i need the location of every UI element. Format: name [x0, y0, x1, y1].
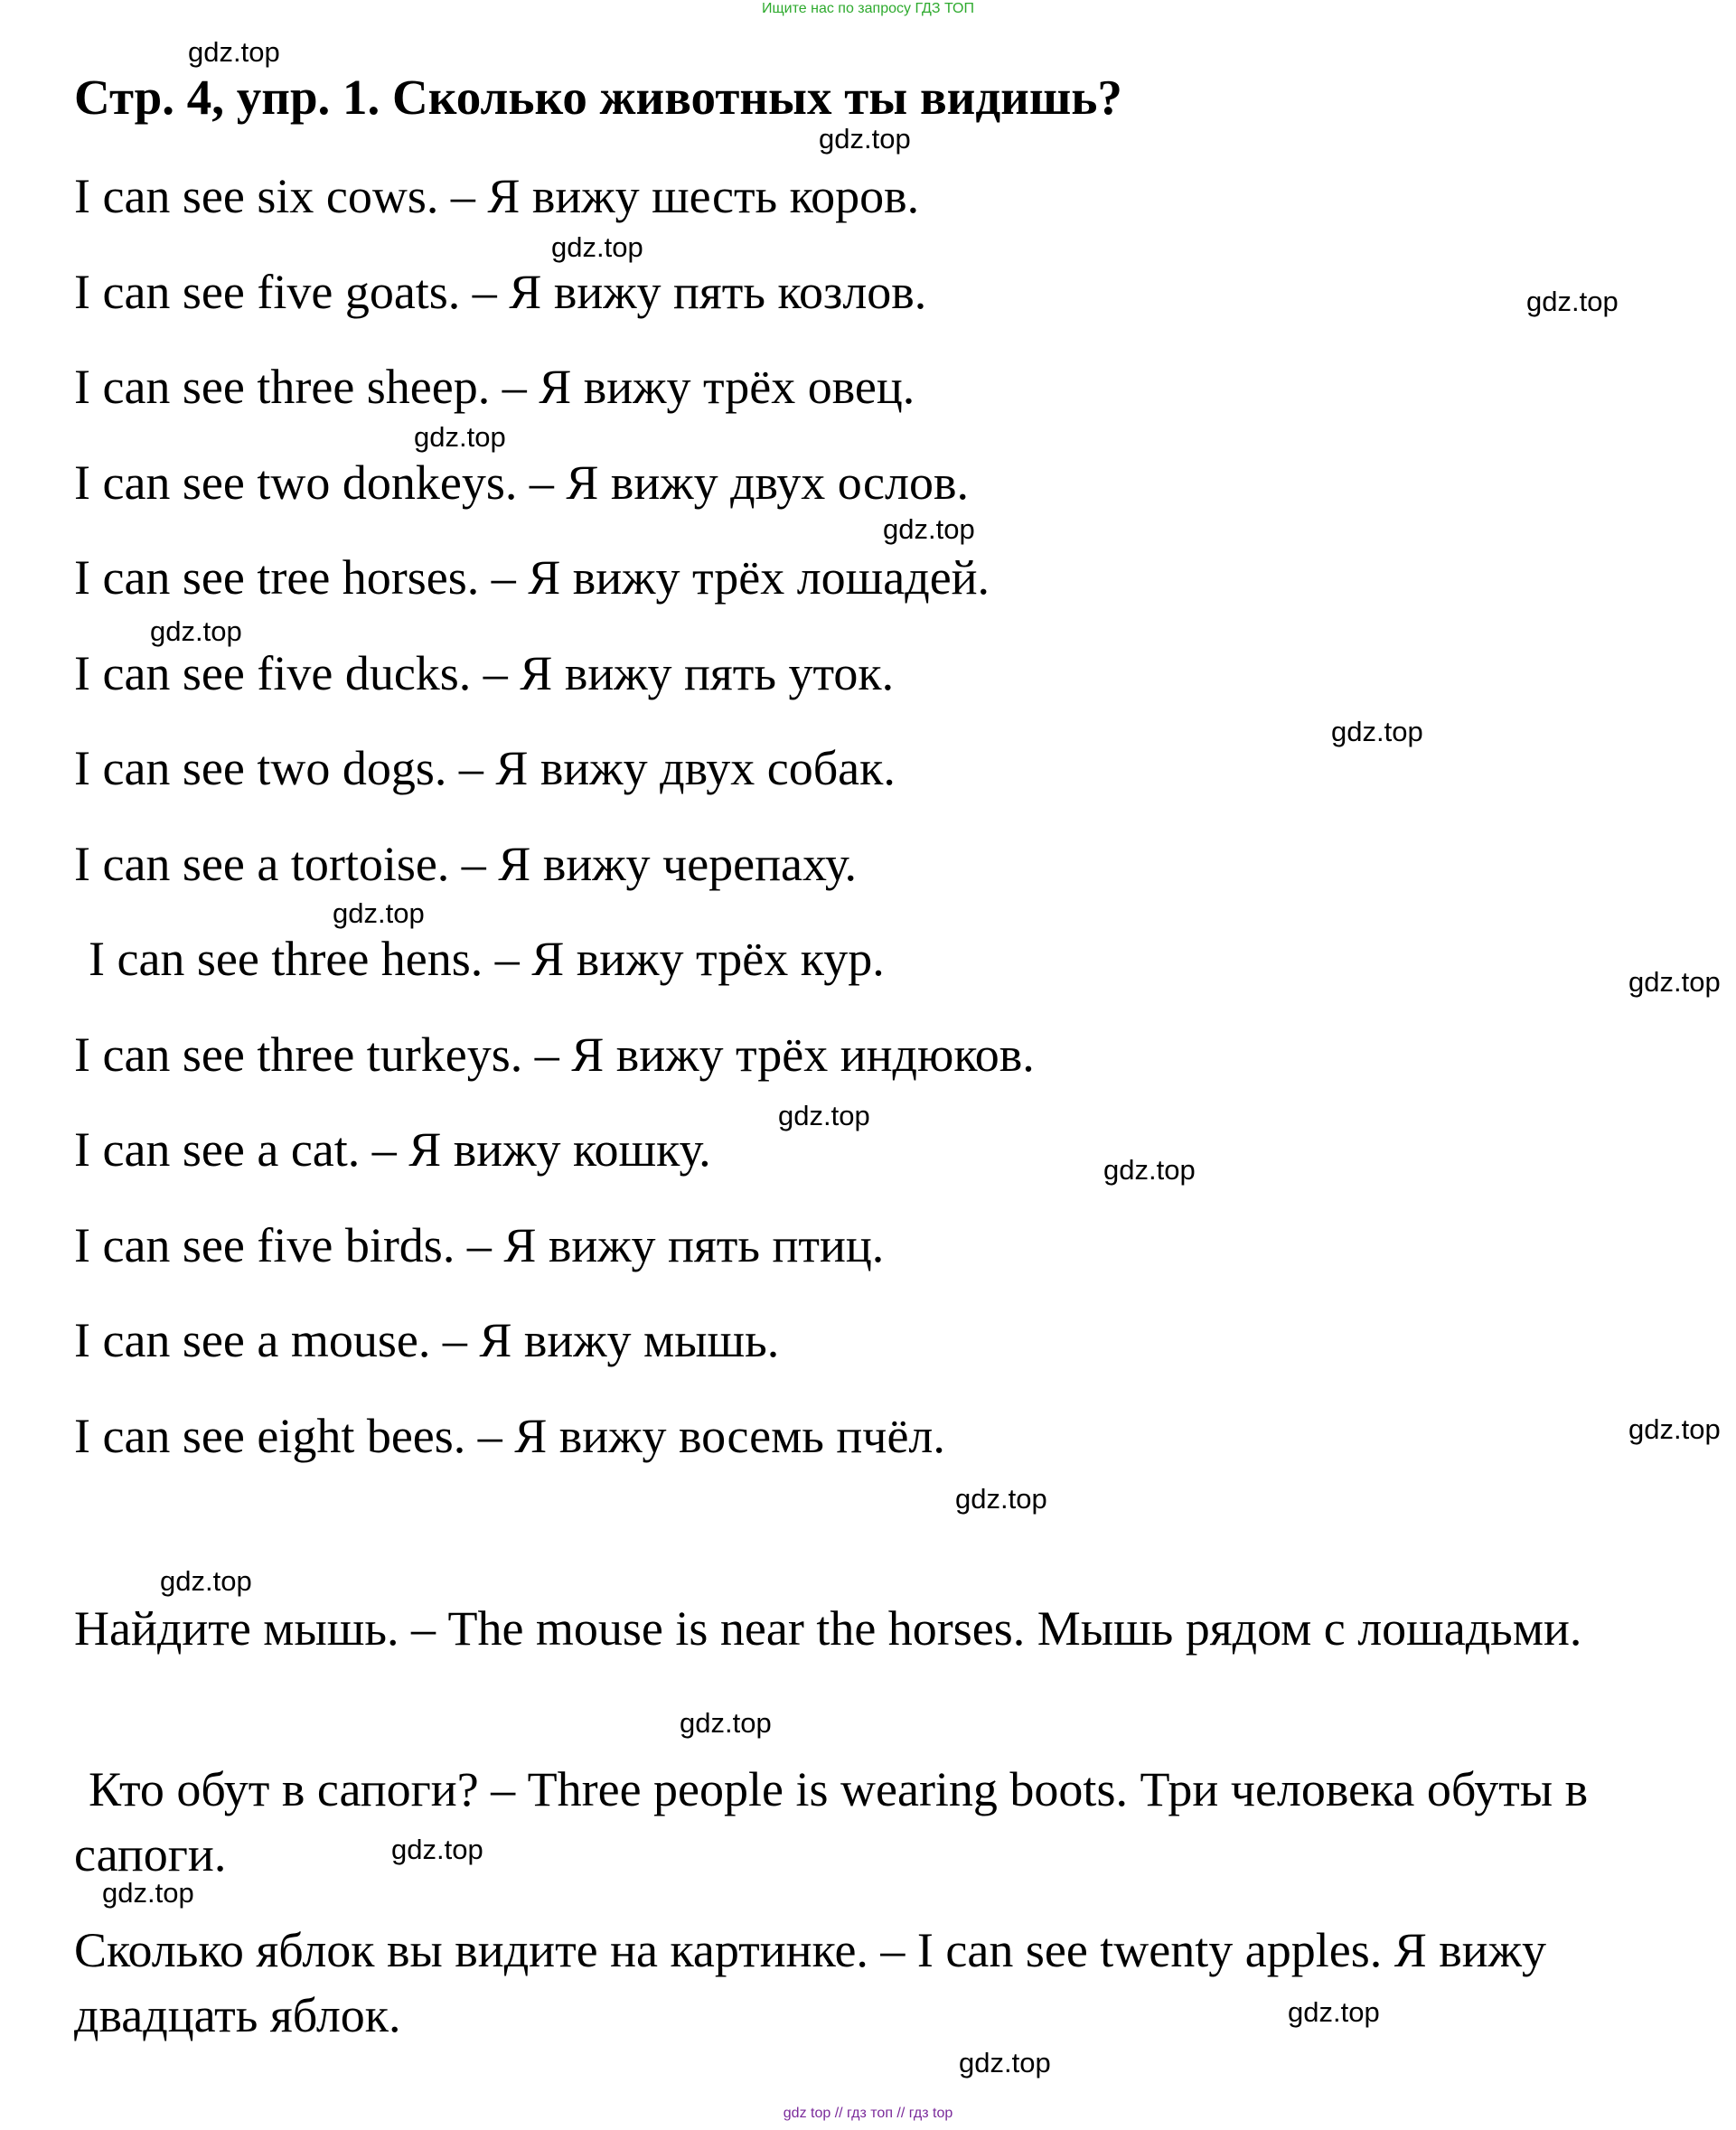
watermark: gdz.top — [414, 421, 506, 453]
answer-line: I can see eight bees. – Я вижу восемь пчёл. — [74, 1409, 945, 1463]
answer-line: I can see two donkeys. – Я вижу двух ослов. — [74, 455, 969, 510]
watermark: gdz.top — [680, 1707, 772, 1739]
watermark: gdz.top — [955, 1483, 1047, 1515]
watermark: gdz.top — [1288, 1996, 1380, 2028]
watermark: gdz.top — [102, 1877, 194, 1909]
watermark: gdz.top — [1628, 966, 1721, 998]
answer-line: I can see six cows. – Я вижу шесть коров. — [74, 169, 920, 223]
watermark: gdz.top — [1331, 716, 1423, 747]
answer-line: I can see five goats. – Я вижу пять козлов. — [74, 265, 927, 319]
watermark: gdz.top — [391, 1834, 483, 1865]
watermark: gdz.top — [883, 513, 975, 545]
watermark: gdz.top — [819, 123, 911, 155]
watermark: gdz.top — [959, 2047, 1051, 2078]
answer-line: I can see five birds. – Я вижу пять птиц. — [74, 1218, 885, 1272]
answer-line: I can see tree horses. – Я вижу трёх лошадей. — [74, 550, 990, 605]
answer-line: I can see a mouse. – Я вижу мышь. — [74, 1313, 780, 1367]
answer-line: I can see two dogs. – Я вижу двух собак. — [74, 741, 896, 795]
footer-watermark: gdz top // гдз топ // гдз top — [783, 2106, 953, 2121]
question-answer: Сколько яблок вы видите на картинке. – I can see twenty apples. Я вижу двадцать яблок. — [74, 1923, 1546, 2042]
watermark: gdz.top — [551, 231, 643, 263]
watermark: gdz.top — [160, 1565, 252, 1597]
answer-line: I can see three sheep. – Я вижу трёх овец. — [74, 360, 915, 414]
answer-line: I can see five ducks. – Я вижу пять уток. — [74, 646, 895, 700]
top-banner: Ищите нас по запросу ГДЗ ТОП — [762, 1, 974, 16]
question-answer: Кто обут в сапоги? – Three people is wearing boots. Три человека обуты в сапоги. — [74, 1762, 1589, 1881]
watermark: gdz.top — [1103, 1154, 1196, 1186]
watermark: gdz.top — [188, 36, 280, 68]
watermark: gdz.top — [150, 615, 242, 647]
answer-line: I can see three turkeys. – Я вижу трёх индюков. — [74, 1027, 1035, 1082]
watermark: gdz.top — [778, 1100, 870, 1131]
answer-line: I can see a tortoise. – Я вижу черепаху. — [74, 837, 858, 891]
answer-line: I can see three hens. – Я вижу трёх кур. — [89, 932, 885, 986]
watermark: gdz.top — [1628, 1413, 1721, 1445]
exercise-title: Стр. 4, упр. 1. Сколько животных ты видишь? — [74, 70, 1122, 125]
question-answer: Найдите мышь. – The mouse is near the horses. Мышь рядом с лошадьми. — [74, 1601, 1582, 1656]
watermark: gdz.top — [333, 897, 425, 929]
answer-line: I can see a cat. – Я вижу кошку. — [74, 1122, 711, 1177]
watermark: gdz.top — [1526, 286, 1619, 317]
